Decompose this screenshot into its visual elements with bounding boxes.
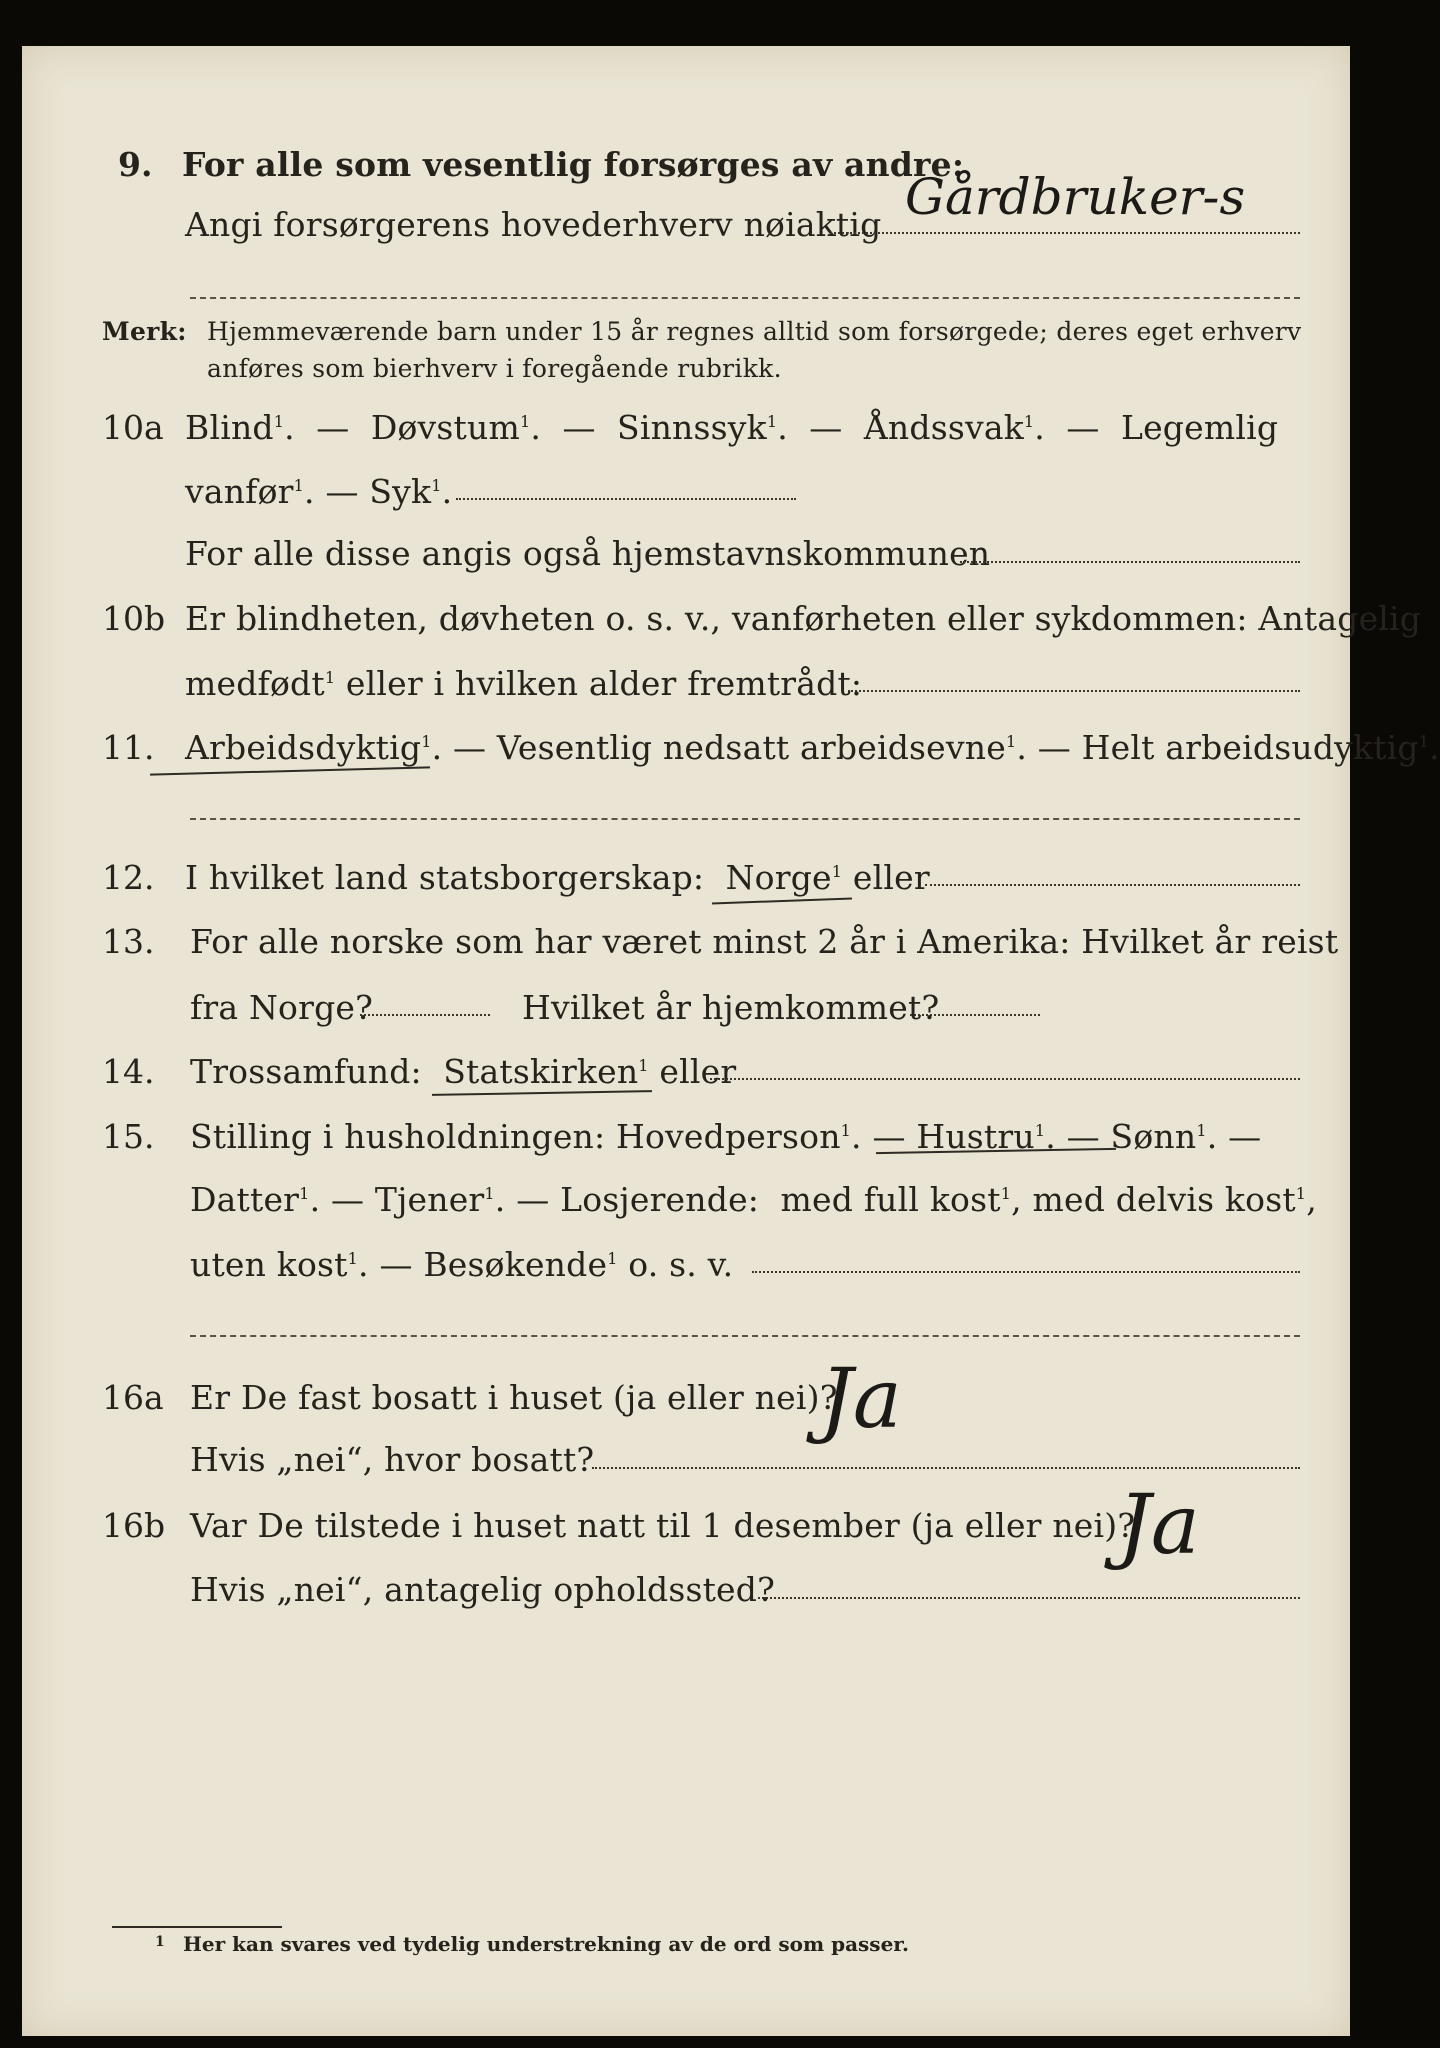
q16a-handwritten-answer: Ja bbox=[820, 1352, 902, 1447]
q11-udyktig: Helt arbeidsudyktig bbox=[1081, 728, 1419, 767]
q13-line1: For alle norske som har været minst 2 år i Amerika: Hvilket år reist bbox=[190, 922, 1339, 961]
q10b-medfodt: medfødt bbox=[185, 664, 325, 703]
q12-eller: eller bbox=[852, 858, 930, 897]
q15-hustru: Hustru bbox=[916, 1117, 1035, 1156]
footnote-rule bbox=[112, 1926, 282, 1928]
q16b-line1: Var De tilstede i huset natt til 1 desember (ja eller nei)? bbox=[190, 1506, 1136, 1545]
q10a-number: 10a bbox=[102, 408, 164, 447]
q15-uten: uten kost bbox=[190, 1245, 348, 1284]
q10a-blind: Blind bbox=[185, 408, 274, 447]
q10a-line2: vanfør$^1$. — Syk$^1$. bbox=[185, 472, 453, 511]
q10a-hjemstavn-line bbox=[960, 561, 1300, 563]
q10b-answer-line bbox=[848, 690, 1300, 692]
q15-fullkost: med full kost bbox=[780, 1180, 1001, 1219]
q12-line: I hvilket land statsborgerskap: Norge$^1$ eller bbox=[185, 858, 930, 897]
q13-fra-norge: fra Norge? bbox=[190, 988, 374, 1027]
q10b-line1: Er blindheten, døvheten o. s. v., vanførheten eller sykdommen: Antagelig bbox=[185, 599, 1422, 638]
q14-number: 14. bbox=[102, 1052, 155, 1091]
q10b-alder: eller i hvilken alder fremtrådt: bbox=[345, 664, 863, 703]
q13-hjemkommet: Hvilket år hjemkommet? bbox=[522, 988, 940, 1027]
q9-answer-line bbox=[830, 232, 1300, 234]
q15-delvis: med delvis kost bbox=[1032, 1180, 1296, 1219]
q12-answer-line bbox=[925, 884, 1300, 886]
merk-label: Merk: bbox=[102, 317, 187, 346]
q11-blank-line bbox=[190, 818, 1300, 820]
q15-sonn: Sønn bbox=[1110, 1117, 1197, 1156]
q13-number: 13. bbox=[102, 922, 155, 961]
q9-number: 9. bbox=[118, 145, 153, 184]
q15-answer-line bbox=[752, 1271, 1300, 1273]
q15-blank-line bbox=[190, 1335, 1300, 1337]
q16b-line2: Hvis „nei“, antagelig opholdssted? bbox=[190, 1570, 775, 1609]
q10a-syk: Syk bbox=[369, 472, 432, 511]
q13-hjemkommet-line bbox=[910, 1014, 1040, 1016]
q15-line2: Datter$^1$. — Tjener$^1$. — Losjerende: med full kost$^1$, med delvis kost$^1$, bbox=[190, 1180, 1317, 1219]
q10a-line1: Blind$^1$. — Døvstum$^1$. — Sinnssyk$^1$. — Åndssvak$^1$. — Legemlig bbox=[185, 408, 1279, 447]
merk-line1: Hjemmeværende barn under 15 år regnes alltid som forsørgede; deres eget erhverv bbox=[207, 317, 1302, 346]
merk-line2: anføres som bierhverv i foregående rubrikk. bbox=[207, 354, 782, 383]
q14-line: Trossamfund: Statskirken$^1$ eller bbox=[190, 1052, 737, 1091]
q16b-answer-line bbox=[758, 1597, 1300, 1599]
q10a-vanfor: vanfør bbox=[185, 472, 294, 511]
q10a-sinnssyk: Sinnssyk bbox=[617, 408, 767, 447]
q12-text: I hvilket land statsborgerskap: bbox=[185, 858, 705, 897]
q10a-dovstum: Døvstum bbox=[370, 408, 520, 447]
q11-number: 11. bbox=[102, 728, 155, 767]
q12-number: 12. bbox=[102, 858, 155, 897]
q10a-legemlig: Legemlig bbox=[1120, 408, 1279, 447]
q11-nedsatt: Vesentlig nedsatt arbeidsevne bbox=[496, 728, 1006, 767]
q16a-line1: Er De fast bosatt i huset (ja eller nei)? bbox=[190, 1378, 838, 1417]
q16a-line2: Hvis „nei“, hvor bosatt? bbox=[190, 1440, 595, 1479]
footnote-mark: 1 bbox=[155, 1934, 165, 1950]
q12-norge: Norge bbox=[725, 858, 832, 897]
q9-line1: For alle som vesentlig forsørges av andre: bbox=[182, 145, 965, 184]
q9-line2: Angi forsørgerens hovederhverv nøiaktig bbox=[185, 205, 882, 244]
q14-text: Trossamfund: bbox=[190, 1052, 422, 1091]
q16b-number: 16b bbox=[102, 1506, 166, 1545]
q15-besokende: Besøkende bbox=[423, 1245, 608, 1284]
q11-line: Arbeidsdyktig$^1$. — Vesentlig nedsatt arbeidsevne$^1$. — Helt arbeidsudyktig$^1$. bbox=[185, 728, 1440, 767]
q14-statskirken: Statskirken bbox=[443, 1052, 639, 1091]
q9-blank-line bbox=[190, 297, 1300, 299]
q10a-andssvak: Åndssvak bbox=[863, 408, 1024, 447]
q15-tjener: Tjener bbox=[374, 1180, 485, 1219]
q15-hovedperson: Stilling i husholdningen: Hovedperson bbox=[190, 1117, 841, 1156]
q16a-number: 16a bbox=[102, 1378, 164, 1417]
q15-datter: Datter bbox=[190, 1180, 300, 1219]
q10a-syk-line bbox=[456, 498, 796, 500]
q14-answer-line bbox=[710, 1078, 1300, 1080]
q10b-number: 10b bbox=[102, 599, 166, 638]
q15-line1: Stilling i husholdningen: Hovedperson$^1$. — Hustru$^1$. — Sønn$^1$. — bbox=[190, 1117, 1262, 1156]
q15-line3: uten kost$^1$. — Besøkende$^1$ o. s. v. bbox=[190, 1245, 734, 1284]
q15-losjerende: Losjerende: bbox=[560, 1180, 760, 1219]
q14-eller: eller bbox=[659, 1052, 737, 1091]
q10b-line2: medfødt$^1$ eller i hvilken alder fremtrådt: bbox=[185, 664, 863, 703]
q15-number: 15. bbox=[102, 1117, 155, 1156]
q9-handwritten-answer: Gårdbruker-s bbox=[905, 168, 1246, 226]
q15-osv: o. s. v. bbox=[628, 1245, 734, 1284]
footnote-text: Her kan svares ved tydelig understrekning av de ord som passer. bbox=[183, 1932, 909, 1956]
q13-reist-line bbox=[360, 1014, 490, 1016]
q16a-answer-line bbox=[592, 1467, 1300, 1469]
q10a-line3: For alle disse angis også hjemstavnskommunen bbox=[185, 534, 991, 573]
q11-arbeidsdyktig: Arbeidsdyktig bbox=[185, 728, 422, 767]
q16b-handwritten-answer: Ja bbox=[1118, 1478, 1200, 1573]
